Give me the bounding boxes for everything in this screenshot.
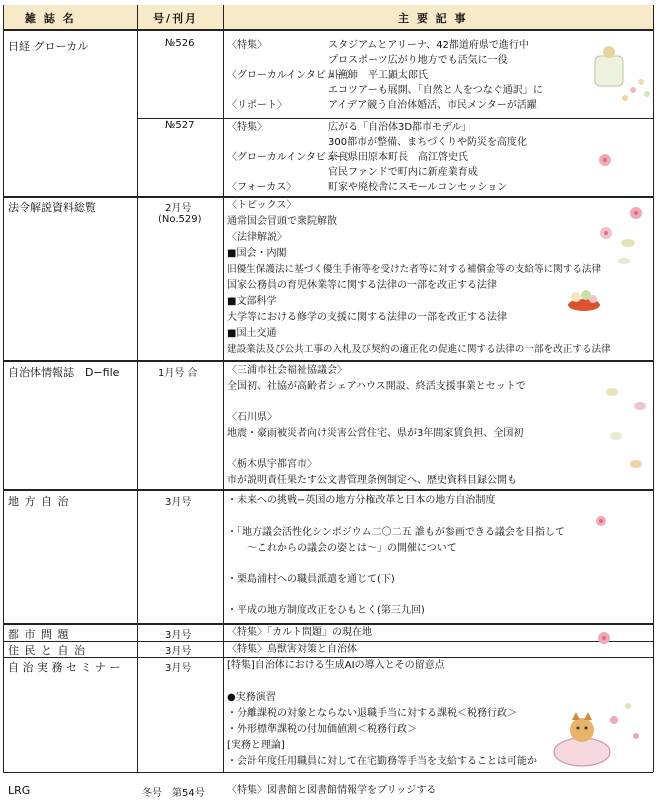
article-line: 通常国会冒頭で衆院解散 bbox=[227, 216, 337, 227]
issue-number: 3月号 bbox=[165, 663, 192, 674]
issue-number: 3月号 bbox=[165, 630, 192, 641]
article-line: 〈特集〉鳥獣害対策と自治体 bbox=[227, 644, 357, 655]
article-line: 建設業法及び公共工事の入札及び契約の適正化の促進に関する法律の一部を改正する法律 bbox=[227, 344, 611, 355]
dog-mascot-icon bbox=[552, 690, 652, 772]
magazine-name: 日経 グローカル bbox=[8, 40, 89, 53]
issue-number: 2月号 bbox=[165, 203, 192, 214]
table-header bbox=[3, 5, 653, 31]
article-line: ■国会・内閣 bbox=[227, 248, 287, 259]
article-text: 官民ファンドで町内に新産業育成 bbox=[328, 167, 478, 178]
article-line: 市が説明責任果たす公文書管理条例制定へ、歴史資料目録公開も bbox=[227, 475, 517, 486]
article-line: 国家公務員の育児休業等に関する法律の一部を改正する法律 bbox=[227, 280, 497, 291]
article-line: ・平成の地方制度改正をひもとく(第三九回) bbox=[227, 605, 425, 616]
article-text: 町家や廃校舎にスモールコンセッション bbox=[328, 182, 508, 193]
article-line: ・会計年度任用職員に対して在宅勤務等手当を支給することは可能か bbox=[227, 756, 537, 767]
article-line: 旧優生保護法に基づく優生手術等を受けた者等に対する補償金等の支給等に関する法律 bbox=[227, 264, 602, 275]
article-tag: 〈グローカルインタビュー〉 bbox=[227, 152, 356, 163]
article-line: 〈特集〉図書館と図書館情報学をブリッジする bbox=[227, 785, 437, 796]
issue-number: 1月号 合 bbox=[158, 368, 198, 379]
article-line: [実務と理論] bbox=[227, 740, 285, 751]
article-line: 大学等における修学の支援に関する法律の一部を改正する法律 bbox=[227, 312, 507, 323]
header-magazine: 雑 誌 名 bbox=[25, 12, 76, 25]
issue-number: №527 bbox=[165, 120, 195, 131]
magazine-name: 自 治 実 務 セ ミ ナ ー bbox=[8, 661, 121, 674]
magazine-name: 法令解説資料総覧 bbox=[8, 201, 96, 214]
row-separator bbox=[3, 360, 653, 362]
article-text: 300都市が整備、まちづくりや防災を高度化 bbox=[328, 137, 527, 148]
article-line: ・栗島浦村への職員派遣を通じて(下) bbox=[227, 574, 395, 585]
article-line: 〈栃木県宇都宮市〉 bbox=[227, 459, 317, 470]
header-articles: 主 要 記 事 bbox=[398, 12, 468, 25]
row-separator bbox=[3, 489, 653, 491]
magazine-name: 住 民 と 自 治 bbox=[8, 644, 86, 657]
article-line: 〈トピックス〉 bbox=[227, 200, 297, 211]
article-text: 川漁師 平工顕太郎氏 bbox=[328, 70, 428, 81]
article-tag: 〈特集〉 bbox=[227, 122, 267, 133]
issue-number: 3月号 bbox=[165, 646, 192, 657]
ume-blossom-icon bbox=[594, 514, 608, 528]
article-line: ・未来への挑戦−英国の地方分権改革と日本の地方自治制度 bbox=[227, 495, 496, 506]
issue-number: 冬号 第54号 bbox=[142, 788, 205, 799]
article-text: 奈良県田原本町長 高江啓史氏 bbox=[328, 152, 468, 163]
article-text: 広がる「自治体3D都市モデル」 bbox=[328, 122, 472, 133]
magazine-name: 地 方 自 治 bbox=[8, 495, 70, 508]
article-line: 地震・豪雨被災者向け災害公営住宅、県が3年間家賃負担、全国初 bbox=[227, 428, 524, 439]
article-line: 〈特集〉「カルト問題」の現在地 bbox=[227, 627, 372, 638]
article-tag: 〈特集〉 bbox=[227, 40, 267, 51]
issue-number: 3月号 bbox=[165, 497, 192, 508]
article-line: ・「地方議会活性化シンポジウム二〇二五 誰もが参画できる議会を目指して bbox=[227, 527, 565, 538]
article-line: ・分離課税の対象とならない退職手当に対する課税＜税務行政＞ bbox=[227, 708, 517, 719]
article-text: スタジアムとアリーナ、42都道府県で進行中 bbox=[328, 40, 529, 51]
article-line: ■文部科学 bbox=[227, 296, 277, 307]
issue-number: (No.529) bbox=[158, 214, 202, 225]
article-line: 〈法律解説〉 bbox=[227, 232, 287, 243]
magazine-name: LRG bbox=[8, 784, 31, 797]
article-line: ■国土交通 bbox=[227, 328, 277, 339]
dango-icon bbox=[566, 285, 602, 313]
header-issue: 号/刊月 bbox=[153, 12, 199, 25]
article-text: エコツアーも展開、「自然と人をつなぐ通訳」に bbox=[328, 85, 543, 96]
article-line: [特集]自治体における生成AIの導入とその留意点 bbox=[227, 660, 445, 671]
ume-blossom-icon bbox=[596, 372, 652, 482]
row-separator bbox=[3, 196, 653, 198]
article-tag: 〈フォーカス〉 bbox=[227, 182, 297, 193]
article-tag: 〈リポート〉 bbox=[227, 100, 287, 111]
article-line: 〈三浦市社会福祉協議会〉 bbox=[227, 365, 347, 376]
issue-number: №526 bbox=[165, 38, 195, 49]
article-line: 〜これからの議会の姿とは〜」の開催について bbox=[227, 543, 457, 554]
issue-separator bbox=[137, 118, 653, 119]
article-line: 全国初、社協が高齢者シェアハウス開設、終活支援事業とセットで bbox=[227, 381, 526, 392]
magazine-name: 都 市 問 題 bbox=[8, 628, 70, 641]
ume-blossom-icon bbox=[597, 152, 613, 168]
article-line: ●実務演習 bbox=[227, 692, 276, 703]
grid-line bbox=[653, 5, 654, 772]
article-text: プロスポーツ広がり地方でも活気に一役 bbox=[328, 55, 508, 66]
row-separator bbox=[3, 772, 653, 773]
sweets-icon bbox=[585, 38, 655, 108]
ume-blossom-icon bbox=[596, 630, 612, 646]
article-tag: 〈グローカルインタビュー〉 bbox=[227, 70, 356, 81]
article-text: アイデア競う自治体婚活、市民メンターが活躍 bbox=[328, 100, 537, 111]
magazine-name: 自治体情報誌 D−file bbox=[8, 366, 120, 379]
article-line: 〈石川県〉 bbox=[227, 412, 277, 423]
ume-blossom-icon bbox=[596, 203, 654, 273]
article-line: ・外形標準課税の付加価値割＜税務行政＞ bbox=[227, 724, 417, 735]
